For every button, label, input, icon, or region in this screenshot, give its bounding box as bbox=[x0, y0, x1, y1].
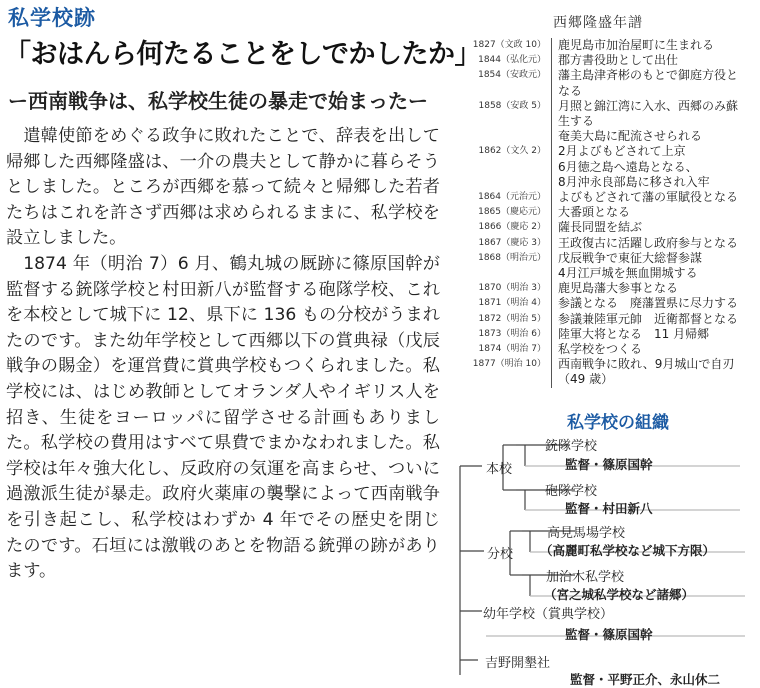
timeline-rule bbox=[551, 312, 552, 327]
timeline-date: 1873（明治 6） bbox=[478, 328, 546, 339]
timeline-entry bbox=[455, 68, 760, 98]
timeline-date: 1866（慶応 2） bbox=[478, 222, 546, 233]
timeline-rule bbox=[551, 205, 552, 220]
timeline-entry bbox=[455, 251, 760, 281]
timeline-date: 1867（慶応 3） bbox=[478, 237, 546, 248]
timeline-entry bbox=[455, 99, 760, 145]
timeline-rule bbox=[551, 281, 552, 296]
timeline-event-line: （49 歳） bbox=[558, 372, 614, 387]
timeline-rule bbox=[551, 99, 552, 145]
timeline-rule bbox=[551, 327, 552, 342]
timeline-event bbox=[558, 190, 738, 205]
timeline-rule bbox=[551, 190, 552, 205]
timeline-date: 1870（明治 3） bbox=[478, 283, 546, 294]
timeline-event-line: なる bbox=[558, 83, 583, 98]
timeline-event-line: 薩長同盟を結ぶ bbox=[558, 220, 643, 235]
timeline-entry bbox=[455, 220, 760, 235]
timeline-rule bbox=[551, 220, 552, 235]
org-supervisor-juutai: 監督・篠原国幹 bbox=[565, 457, 653, 472]
timeline-event-line: 参議となる 廃藩置県に尽力する bbox=[558, 296, 739, 311]
timeline-event-line: 郡方書役助として出仕 bbox=[558, 53, 679, 68]
timeline-event bbox=[558, 99, 738, 145]
timeline-event-line: 参議兼陸軍元帥 近衛都督となる bbox=[558, 311, 739, 326]
timeline-date: 1844（弘化元） bbox=[478, 55, 546, 66]
timeline-event bbox=[558, 38, 714, 53]
timeline-event-line: 6月徳之島へ遠島となる、 bbox=[558, 159, 698, 174]
timeline-rule bbox=[551, 236, 552, 251]
timeline-event bbox=[558, 236, 738, 251]
headline: 「おはんら何たることをしでかしたか」 bbox=[4, 39, 481, 70]
timeline-date: 1865（慶応元） bbox=[478, 207, 546, 218]
timeline-entry bbox=[455, 342, 760, 357]
timeline-rule bbox=[551, 251, 552, 281]
timeline-event bbox=[558, 342, 642, 357]
timeline-entry bbox=[455, 296, 760, 311]
timeline-event-line: 4月江戸城を無血開城する bbox=[558, 266, 698, 281]
timeline-rule bbox=[551, 144, 552, 190]
timeline-event-line: 藩主島津斉彬のもとで御庭方役と bbox=[558, 68, 739, 83]
timeline-entry bbox=[455, 53, 760, 68]
org-node-honko: 本校 bbox=[486, 462, 513, 477]
timeline-event-line: 西南戦争に敗れ、9月城山で自刃 bbox=[558, 357, 735, 372]
timeline-title: 西郷隆盛年譜 bbox=[553, 15, 643, 31]
org-node-houtai: 砲隊学校 bbox=[545, 484, 598, 499]
timeline-entry bbox=[455, 327, 760, 342]
paragraph: 遣韓使節をめぐる政争に敗れたことで、辞表を出して帰郷した西郷隆盛は、一介の農夫として静かに暮らそうとしました。ところが西郷を慕って続々と帰郷した若者たちはこれを許さず西郷は求められるままに、私学校を設立しました。 bbox=[6, 126, 440, 249]
org-node-younen: 幼年学校（賞典学校） bbox=[483, 607, 614, 622]
timeline-event-line: 大番頭となる bbox=[558, 205, 631, 220]
timeline-event-line: 月照と錦江湾に入水、西郷のみ蘇 bbox=[558, 98, 739, 113]
timeline-event-line: 王政復古に活躍し政府参与となる bbox=[558, 235, 739, 250]
timeline-event bbox=[558, 296, 738, 311]
timeline-date: 1872（明治 5） bbox=[478, 313, 546, 324]
timeline-event-line: 戊辰戦争で東征大総督参謀 bbox=[558, 250, 703, 265]
timeline-event bbox=[558, 68, 738, 98]
timeline-event-line: 鹿児島市加治屋町に生まれる bbox=[558, 38, 715, 52]
timeline-event-line: 私学校をつくる bbox=[558, 342, 643, 357]
timeline-event-line: 陸軍大将となる 11 月帰郷 bbox=[558, 326, 710, 341]
timeline-date: 1868（明治元） bbox=[478, 252, 546, 263]
paragraph: 1874 年（明治 7）6 月、鶴丸城の厩跡に篠原国幹が監督する銃隊学校と村田新八が監督する砲隊学校、これを本校として城下に 12、県下に 136 もの分校がうまれたのです。また幼年学校として西郷以下の賞典禄（戊辰戦争の賜金）を運営費に賞典学校もつくられました。私学校には、はじめ教師としてオランダ人やイギリス人を招き、生徒をヨーロッパに留学させる計画もありました。私学校の費用はすべて県費でまかなわれました。私学校は年々強大化し、反政府の気運を高まらせ、ついに過激派生徒が暴走。政府火薬庫の襲撃によって西南戦争を引き起こし、私学校はわずか 4 年でその歴史を閉じたのです。石垣には激戦のあとを物語る銃弾の跡があります。 bbox=[6, 253, 440, 582]
timeline-rule bbox=[551, 342, 552, 357]
org-node-bunko: 分校 bbox=[487, 547, 514, 562]
timeline-event bbox=[558, 357, 734, 387]
timeline-event-line: よびもどされて藩の軍賦役となる bbox=[558, 190, 739, 205]
section-kicker: 私学校跡 bbox=[8, 6, 96, 30]
timeline-event-line: 生する bbox=[558, 114, 595, 129]
timeline-event-line: 8月沖永良部島に移され入牢 bbox=[558, 174, 710, 189]
timeline-rule bbox=[551, 296, 552, 311]
timeline-event bbox=[558, 144, 710, 190]
timeline-entry bbox=[455, 357, 760, 387]
timeline-event bbox=[558, 220, 642, 235]
timeline bbox=[455, 38, 760, 388]
org-node-juutai: 銃隊学校 bbox=[545, 439, 598, 454]
org-note-kajiki: （宮之城私学校など諸郷） bbox=[544, 587, 695, 602]
org-node-takami: 高見馬場学校 bbox=[547, 526, 626, 541]
timeline-entry bbox=[455, 312, 760, 327]
timeline-rule bbox=[551, 53, 552, 68]
subheadline: ー西南戦争は、私学校生徒の暴走で始まったー bbox=[8, 89, 428, 113]
org-node-yoshino: 吉野開墾社 bbox=[485, 656, 551, 671]
timeline-event bbox=[558, 53, 678, 68]
timeline-event-line: 鹿児島藩大参事となる bbox=[558, 281, 679, 296]
timeline-date: 1854（安政元） bbox=[478, 70, 546, 81]
timeline-entry bbox=[455, 236, 760, 251]
timeline-date: 1874（明治 7） bbox=[478, 344, 546, 355]
timeline-date: 1827（文政 10） bbox=[472, 40, 546, 50]
timeline-event-line: 2月よびもどされて上京 bbox=[558, 144, 686, 159]
timeline-event bbox=[558, 327, 709, 342]
timeline-entry bbox=[455, 38, 760, 53]
org-supervisor-yoshino: 監督・平野正介、永山休二 bbox=[570, 672, 721, 687]
org-supervisor-younen: 監督・篠原国幹 bbox=[565, 627, 653, 642]
timeline-event bbox=[558, 312, 738, 327]
timeline-event bbox=[558, 205, 630, 220]
timeline-event-line: 奄美大島に配流させられる bbox=[558, 129, 703, 144]
org-chart-title: 私学校の組織 bbox=[567, 413, 669, 433]
timeline-rule bbox=[551, 38, 552, 53]
timeline-entry bbox=[455, 205, 760, 220]
timeline-entry bbox=[455, 144, 760, 190]
timeline-date: 1862（文久 2） bbox=[478, 146, 546, 157]
timeline-rule bbox=[551, 357, 552, 387]
article-body bbox=[6, 124, 440, 585]
timeline-date: 1871（明治 4） bbox=[478, 298, 546, 309]
timeline-entry bbox=[455, 190, 760, 205]
timeline-event bbox=[558, 281, 678, 296]
org-node-kajiki: 加治木私学校 bbox=[546, 570, 625, 585]
org-supervisor-houtai: 監督・村田新八 bbox=[565, 501, 653, 516]
timeline-date: 1858（安政 5） bbox=[478, 100, 546, 111]
timeline-date: 1877（明治 10） bbox=[472, 359, 546, 370]
timeline-entry bbox=[455, 281, 760, 296]
timeline-date: 1864（元治元） bbox=[478, 192, 546, 203]
timeline-rule bbox=[551, 68, 552, 98]
timeline-event bbox=[558, 251, 702, 281]
org-note-takami: （高麗町私学校など城下方限） bbox=[540, 543, 716, 558]
